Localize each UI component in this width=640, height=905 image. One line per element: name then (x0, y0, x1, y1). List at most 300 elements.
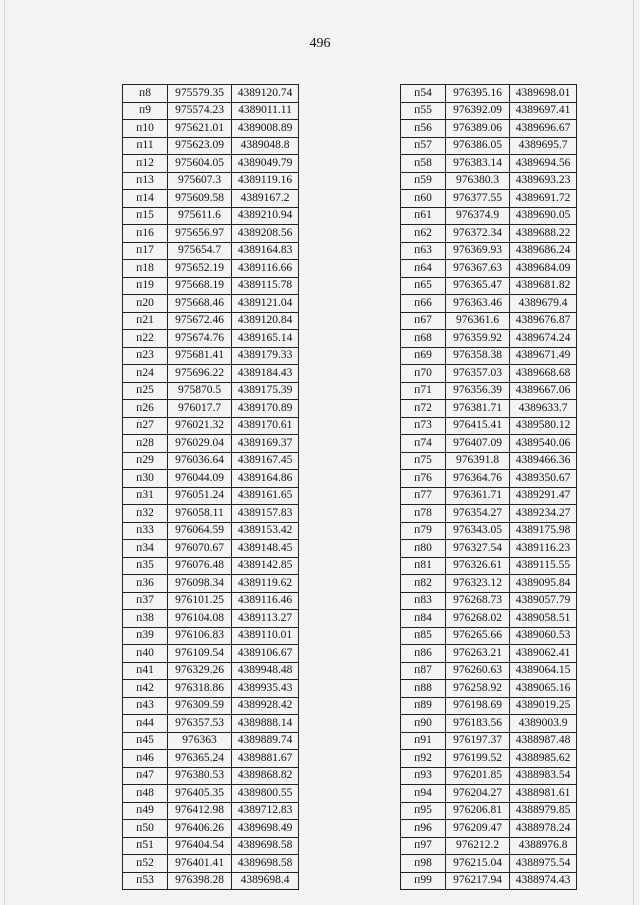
point-label-cell: п33 (123, 522, 168, 540)
x-coordinate-cell: 976263.21 (446, 645, 510, 663)
x-coordinate-cell: 976051.24 (168, 487, 232, 505)
x-coordinate-cell: 976212.2 (446, 837, 510, 855)
table-row (123, 260, 299, 278)
y-coordinate-cell: 4389668.68 (510, 365, 577, 383)
x-coordinate-cell: 976356.39 (446, 382, 510, 400)
y-coordinate-cell: 4389148.45 (232, 540, 299, 558)
point-label-cell: п8 (123, 85, 168, 103)
point-label-cell: п88 (401, 680, 446, 698)
y-coordinate-cell: 4389065.16 (510, 680, 577, 698)
point-label-cell: п78 (401, 505, 446, 523)
table-row (401, 837, 577, 855)
table-row (401, 225, 577, 243)
coordinates-table-right (400, 84, 577, 890)
point-label-cell: п13 (123, 172, 168, 190)
x-coordinate-cell: 976064.59 (168, 522, 232, 540)
point-label-cell: п96 (401, 820, 446, 838)
table-row (123, 137, 299, 155)
table-row (401, 645, 577, 663)
x-coordinate-cell: 975607.3 (168, 172, 232, 190)
table-row (123, 190, 299, 208)
table-row (401, 260, 577, 278)
y-coordinate-cell: 4388981.61 (510, 785, 577, 803)
y-coordinate-cell: 4389540.06 (510, 435, 577, 453)
point-label-cell: п53 (123, 872, 168, 890)
y-coordinate-cell: 4389121.04 (232, 295, 299, 313)
x-coordinate-cell: 976318.86 (168, 680, 232, 698)
point-label-cell: п50 (123, 820, 168, 838)
y-coordinate-cell: 4389119.62 (232, 575, 299, 593)
x-coordinate-cell: 976415.41 (446, 417, 510, 435)
point-label-cell: п10 (123, 120, 168, 138)
point-label-cell: п66 (401, 295, 446, 313)
table-row (123, 277, 299, 295)
table-row (401, 820, 577, 838)
x-coordinate-cell: 975668.46 (168, 295, 232, 313)
y-coordinate-cell: 4389165.14 (232, 330, 299, 348)
point-label-cell: п17 (123, 242, 168, 260)
x-coordinate-cell: 975654.7 (168, 242, 232, 260)
table-row (123, 837, 299, 855)
y-coordinate-cell: 4389696.67 (510, 120, 577, 138)
y-coordinate-cell: 4389119.16 (232, 172, 299, 190)
point-label-cell: п45 (123, 732, 168, 750)
y-coordinate-cell: 4389115.55 (510, 557, 577, 575)
y-coordinate-cell: 4389690.05 (510, 207, 577, 225)
point-label-cell: п52 (123, 855, 168, 873)
table-row (123, 225, 299, 243)
x-coordinate-cell: 976404.54 (168, 837, 232, 855)
x-coordinate-cell: 975668.19 (168, 277, 232, 295)
y-coordinate-cell: 4389881.67 (232, 750, 299, 768)
table-row (401, 680, 577, 698)
y-coordinate-cell: 4389291.47 (510, 487, 577, 505)
x-coordinate-cell: 976260.63 (446, 662, 510, 680)
y-coordinate-cell: 4389064.15 (510, 662, 577, 680)
y-coordinate-cell: 4389948.48 (232, 662, 299, 680)
y-coordinate-cell: 4389667.06 (510, 382, 577, 400)
table-row (123, 872, 299, 890)
table-row (401, 242, 577, 260)
y-coordinate-cell: 4389633.7 (510, 400, 577, 418)
x-coordinate-cell: 976326.61 (446, 557, 510, 575)
table-row (123, 400, 299, 418)
x-coordinate-cell: 976389.06 (446, 120, 510, 138)
x-coordinate-cell: 976029.04 (168, 435, 232, 453)
y-coordinate-cell: 4389234.27 (510, 505, 577, 523)
point-label-cell: п60 (401, 190, 446, 208)
y-coordinate-cell: 4389060.53 (510, 627, 577, 645)
y-coordinate-cell: 4389888.14 (232, 715, 299, 733)
table-row (401, 610, 577, 628)
table-row (401, 330, 577, 348)
table-row (123, 382, 299, 400)
x-coordinate-cell: 976204.27 (446, 785, 510, 803)
x-coordinate-cell: 976258.92 (446, 680, 510, 698)
table-row (123, 312, 299, 330)
y-coordinate-cell: 4389110.01 (232, 627, 299, 645)
point-label-cell: п72 (401, 400, 446, 418)
table-row (123, 855, 299, 873)
x-coordinate-cell: 976398.28 (168, 872, 232, 890)
x-coordinate-cell: 976412.98 (168, 802, 232, 820)
table-row (123, 575, 299, 593)
table-row (401, 172, 577, 190)
point-label-cell: п77 (401, 487, 446, 505)
x-coordinate-cell: 976104.08 (168, 610, 232, 628)
y-coordinate-cell: 4389120.84 (232, 312, 299, 330)
y-coordinate-cell: 4389164.86 (232, 470, 299, 488)
y-coordinate-cell: 4388978.24 (510, 820, 577, 838)
x-coordinate-cell: 975696.22 (168, 365, 232, 383)
y-coordinate-cell: 4389169.37 (232, 435, 299, 453)
x-coordinate-cell: 976381.71 (446, 400, 510, 418)
table-row (123, 802, 299, 820)
table-row (401, 277, 577, 295)
point-label-cell: п30 (123, 470, 168, 488)
table-row (401, 855, 577, 873)
table-row (123, 242, 299, 260)
y-coordinate-cell: 4389698.01 (510, 85, 577, 103)
table-row (401, 435, 577, 453)
table-row (123, 207, 299, 225)
x-coordinate-cell: 976044.09 (168, 470, 232, 488)
y-coordinate-cell: 4389184.43 (232, 365, 299, 383)
point-label-cell: п27 (123, 417, 168, 435)
point-label-cell: п25 (123, 382, 168, 400)
x-coordinate-cell: 976407.09 (446, 435, 510, 453)
y-coordinate-cell: 4389889.74 (232, 732, 299, 750)
table-row (401, 382, 577, 400)
table-row (401, 557, 577, 575)
y-coordinate-cell: 4389674.24 (510, 330, 577, 348)
table-row (123, 85, 299, 103)
y-coordinate-cell: 4389153.42 (232, 522, 299, 540)
y-coordinate-cell: 4389008.89 (232, 120, 299, 138)
point-label-cell: п97 (401, 837, 446, 855)
point-label-cell: п9 (123, 102, 168, 120)
point-label-cell: п51 (123, 837, 168, 855)
point-label-cell: п57 (401, 137, 446, 155)
table-row (401, 540, 577, 558)
point-label-cell: п93 (401, 767, 446, 785)
x-coordinate-cell: 976369.93 (446, 242, 510, 260)
table-row (123, 767, 299, 785)
table-row (123, 365, 299, 383)
y-coordinate-cell: 4389167.2 (232, 190, 299, 208)
y-coordinate-cell: 4388975.54 (510, 855, 577, 873)
point-label-cell: п34 (123, 540, 168, 558)
x-coordinate-cell: 976101.25 (168, 592, 232, 610)
point-label-cell: п49 (123, 802, 168, 820)
y-coordinate-cell: 4389688.22 (510, 225, 577, 243)
x-coordinate-cell: 976377.55 (446, 190, 510, 208)
x-coordinate-cell: 975656.97 (168, 225, 232, 243)
x-coordinate-cell: 976265.66 (446, 627, 510, 645)
x-coordinate-cell: 976365.47 (446, 277, 510, 295)
table-row (401, 575, 577, 593)
y-coordinate-cell: 4389935.43 (232, 680, 299, 698)
point-label-cell: п32 (123, 505, 168, 523)
x-coordinate-cell: 976365.24 (168, 750, 232, 768)
x-coordinate-cell: 976323.12 (446, 575, 510, 593)
point-label-cell: п83 (401, 592, 446, 610)
x-coordinate-cell: 976036.64 (168, 452, 232, 470)
table-row (123, 697, 299, 715)
table-row (401, 452, 577, 470)
y-coordinate-cell: 4389697.41 (510, 102, 577, 120)
point-label-cell: п99 (401, 872, 446, 890)
x-coordinate-cell: 975579.35 (168, 85, 232, 103)
x-coordinate-cell: 976197.37 (446, 732, 510, 750)
x-coordinate-cell: 976395.16 (446, 85, 510, 103)
x-coordinate-cell: 976359.92 (446, 330, 510, 348)
table-row (123, 645, 299, 663)
point-label-cell: п92 (401, 750, 446, 768)
y-coordinate-cell: 4389466.36 (510, 452, 577, 470)
y-coordinate-cell: 4389011.11 (232, 102, 299, 120)
y-coordinate-cell: 4389208.56 (232, 225, 299, 243)
point-label-cell: п64 (401, 260, 446, 278)
x-coordinate-cell: 976364.76 (446, 470, 510, 488)
table-row (401, 85, 577, 103)
point-label-cell: п37 (123, 592, 168, 610)
point-label-cell: п59 (401, 172, 446, 190)
point-label-cell: п84 (401, 610, 446, 628)
x-coordinate-cell: 975674.76 (168, 330, 232, 348)
table-row (123, 155, 299, 173)
y-coordinate-cell: 4389120.74 (232, 85, 299, 103)
point-label-cell: п91 (401, 732, 446, 750)
x-coordinate-cell: 976327.54 (446, 540, 510, 558)
point-label-cell: п63 (401, 242, 446, 260)
y-coordinate-cell: 4389049.79 (232, 155, 299, 173)
y-coordinate-cell: 4389684.09 (510, 260, 577, 278)
table-row (401, 715, 577, 733)
point-label-cell: п40 (123, 645, 168, 663)
y-coordinate-cell: 4388976.8 (510, 837, 577, 855)
point-label-cell: п48 (123, 785, 168, 803)
table-row (123, 820, 299, 838)
y-coordinate-cell: 4389698.4 (232, 872, 299, 890)
point-label-cell: п75 (401, 452, 446, 470)
x-coordinate-cell: 975652.19 (168, 260, 232, 278)
table-row (123, 627, 299, 645)
point-label-cell: п31 (123, 487, 168, 505)
point-label-cell: п69 (401, 347, 446, 365)
x-coordinate-cell: 976268.73 (446, 592, 510, 610)
point-label-cell: п28 (123, 435, 168, 453)
table-row (401, 155, 577, 173)
point-label-cell: п55 (401, 102, 446, 120)
table-row (123, 172, 299, 190)
x-coordinate-cell: 976098.34 (168, 575, 232, 593)
y-coordinate-cell: 4389161.65 (232, 487, 299, 505)
x-coordinate-cell: 976374.9 (446, 207, 510, 225)
point-label-cell: п44 (123, 715, 168, 733)
point-label-cell: п19 (123, 277, 168, 295)
y-coordinate-cell: 4388979.85 (510, 802, 577, 820)
y-coordinate-cell: 4388987.48 (510, 732, 577, 750)
y-coordinate-cell: 4389686.24 (510, 242, 577, 260)
x-coordinate-cell: 976109.54 (168, 645, 232, 663)
point-label-cell: п81 (401, 557, 446, 575)
x-coordinate-cell: 976076.48 (168, 557, 232, 575)
point-label-cell: п42 (123, 680, 168, 698)
y-coordinate-cell: 4389928.42 (232, 697, 299, 715)
x-coordinate-cell: 976201.85 (446, 767, 510, 785)
table-row (123, 732, 299, 750)
x-coordinate-cell: 975672.46 (168, 312, 232, 330)
x-coordinate-cell: 976367.63 (446, 260, 510, 278)
table-row (401, 767, 577, 785)
x-coordinate-cell: 976217.94 (446, 872, 510, 890)
x-coordinate-cell: 976357.03 (446, 365, 510, 383)
y-coordinate-cell: 4389116.46 (232, 592, 299, 610)
table-row (401, 505, 577, 523)
point-label-cell: п86 (401, 645, 446, 663)
point-label-cell: п62 (401, 225, 446, 243)
y-coordinate-cell: 4389095.84 (510, 575, 577, 593)
x-coordinate-cell: 976017.7 (168, 400, 232, 418)
point-label-cell: п29 (123, 452, 168, 470)
x-coordinate-cell: 976361.6 (446, 312, 510, 330)
y-coordinate-cell: 4389681.82 (510, 277, 577, 295)
point-label-cell: п87 (401, 662, 446, 680)
x-coordinate-cell: 975604.05 (168, 155, 232, 173)
coordinates-table-left (122, 84, 299, 890)
table-row (401, 802, 577, 820)
x-coordinate-cell: 976383.14 (446, 155, 510, 173)
y-coordinate-cell: 4389057.79 (510, 592, 577, 610)
x-coordinate-cell: 976363 (168, 732, 232, 750)
point-label-cell: п16 (123, 225, 168, 243)
table-row (401, 697, 577, 715)
x-coordinate-cell: 976206.81 (446, 802, 510, 820)
table-row (401, 592, 577, 610)
page-number: 496 (309, 36, 331, 51)
y-coordinate-cell: 4389062.41 (510, 645, 577, 663)
y-coordinate-cell: 4389115.78 (232, 277, 299, 295)
y-coordinate-cell: 4389695.7 (510, 137, 577, 155)
y-coordinate-cell: 4389694.56 (510, 155, 577, 173)
x-coordinate-cell: 975574.23 (168, 102, 232, 120)
y-coordinate-cell: 4389048.8 (232, 137, 299, 155)
y-coordinate-cell: 4389164.83 (232, 242, 299, 260)
table-row (123, 750, 299, 768)
table-row (401, 662, 577, 680)
x-coordinate-cell: 976106.83 (168, 627, 232, 645)
y-coordinate-cell: 4388985.62 (510, 750, 577, 768)
x-coordinate-cell: 976361.71 (446, 487, 510, 505)
y-coordinate-cell: 4389693.23 (510, 172, 577, 190)
y-coordinate-cell: 4389350.67 (510, 470, 577, 488)
table-row (123, 610, 299, 628)
point-label-cell: п74 (401, 435, 446, 453)
point-label-cell: п15 (123, 207, 168, 225)
y-coordinate-cell: 4389210.94 (232, 207, 299, 225)
point-label-cell: п82 (401, 575, 446, 593)
point-label-cell: п38 (123, 610, 168, 628)
table-row (401, 872, 577, 890)
y-coordinate-cell: 4389698.58 (232, 837, 299, 855)
y-coordinate-cell: 4389800.55 (232, 785, 299, 803)
x-coordinate-cell: 976209.47 (446, 820, 510, 838)
point-label-cell: п76 (401, 470, 446, 488)
scan-edge-right (633, 0, 634, 905)
x-coordinate-cell: 976070.67 (168, 540, 232, 558)
y-coordinate-cell: 4389116.66 (232, 260, 299, 278)
table-row (401, 470, 577, 488)
x-coordinate-cell: 976199.52 (446, 750, 510, 768)
point-label-cell: п98 (401, 855, 446, 873)
point-label-cell: п26 (123, 400, 168, 418)
point-label-cell: п79 (401, 522, 446, 540)
y-coordinate-cell: 4389679.4 (510, 295, 577, 313)
table-row (401, 732, 577, 750)
point-label-cell: п20 (123, 295, 168, 313)
point-label-cell: п94 (401, 785, 446, 803)
y-coordinate-cell: 4389175.39 (232, 382, 299, 400)
point-label-cell: п21 (123, 312, 168, 330)
y-coordinate-cell: 4389676.87 (510, 312, 577, 330)
y-coordinate-cell: 4389712.83 (232, 802, 299, 820)
table-row (401, 487, 577, 505)
x-coordinate-cell: 976309.59 (168, 697, 232, 715)
point-label-cell: п58 (401, 155, 446, 173)
point-label-cell: п68 (401, 330, 446, 348)
x-coordinate-cell: 976392.09 (446, 102, 510, 120)
y-coordinate-cell: 4389019.25 (510, 697, 577, 715)
point-label-cell: п65 (401, 277, 446, 295)
x-coordinate-cell: 976021.32 (168, 417, 232, 435)
table-row (123, 680, 299, 698)
table-row (123, 347, 299, 365)
table-row (123, 557, 299, 575)
point-label-cell: п85 (401, 627, 446, 645)
table-row (123, 417, 299, 435)
point-label-cell: п71 (401, 382, 446, 400)
point-label-cell: п41 (123, 662, 168, 680)
y-coordinate-cell: 4389671.49 (510, 347, 577, 365)
table-row (401, 400, 577, 418)
x-coordinate-cell: 975611.6 (168, 207, 232, 225)
point-label-cell: п73 (401, 417, 446, 435)
x-coordinate-cell: 976405.35 (168, 785, 232, 803)
y-coordinate-cell: 4389698.49 (232, 820, 299, 838)
y-coordinate-cell: 4389698.58 (232, 855, 299, 873)
table-row (401, 102, 577, 120)
table-row (123, 715, 299, 733)
table-row (401, 785, 577, 803)
table-row (401, 137, 577, 155)
table-row (123, 435, 299, 453)
y-coordinate-cell: 4389113.27 (232, 610, 299, 628)
table-row (401, 347, 577, 365)
x-coordinate-cell: 976354.27 (446, 505, 510, 523)
point-label-cell: п67 (401, 312, 446, 330)
x-coordinate-cell: 975621.01 (168, 120, 232, 138)
x-coordinate-cell: 976391.8 (446, 452, 510, 470)
y-coordinate-cell: 4389142.85 (232, 557, 299, 575)
point-label-cell: п90 (401, 715, 446, 733)
x-coordinate-cell: 975609.58 (168, 190, 232, 208)
y-coordinate-cell: 4389175.98 (510, 522, 577, 540)
point-label-cell: п70 (401, 365, 446, 383)
x-coordinate-cell: 976268.02 (446, 610, 510, 628)
table-row (123, 592, 299, 610)
x-coordinate-cell: 976380.3 (446, 172, 510, 190)
